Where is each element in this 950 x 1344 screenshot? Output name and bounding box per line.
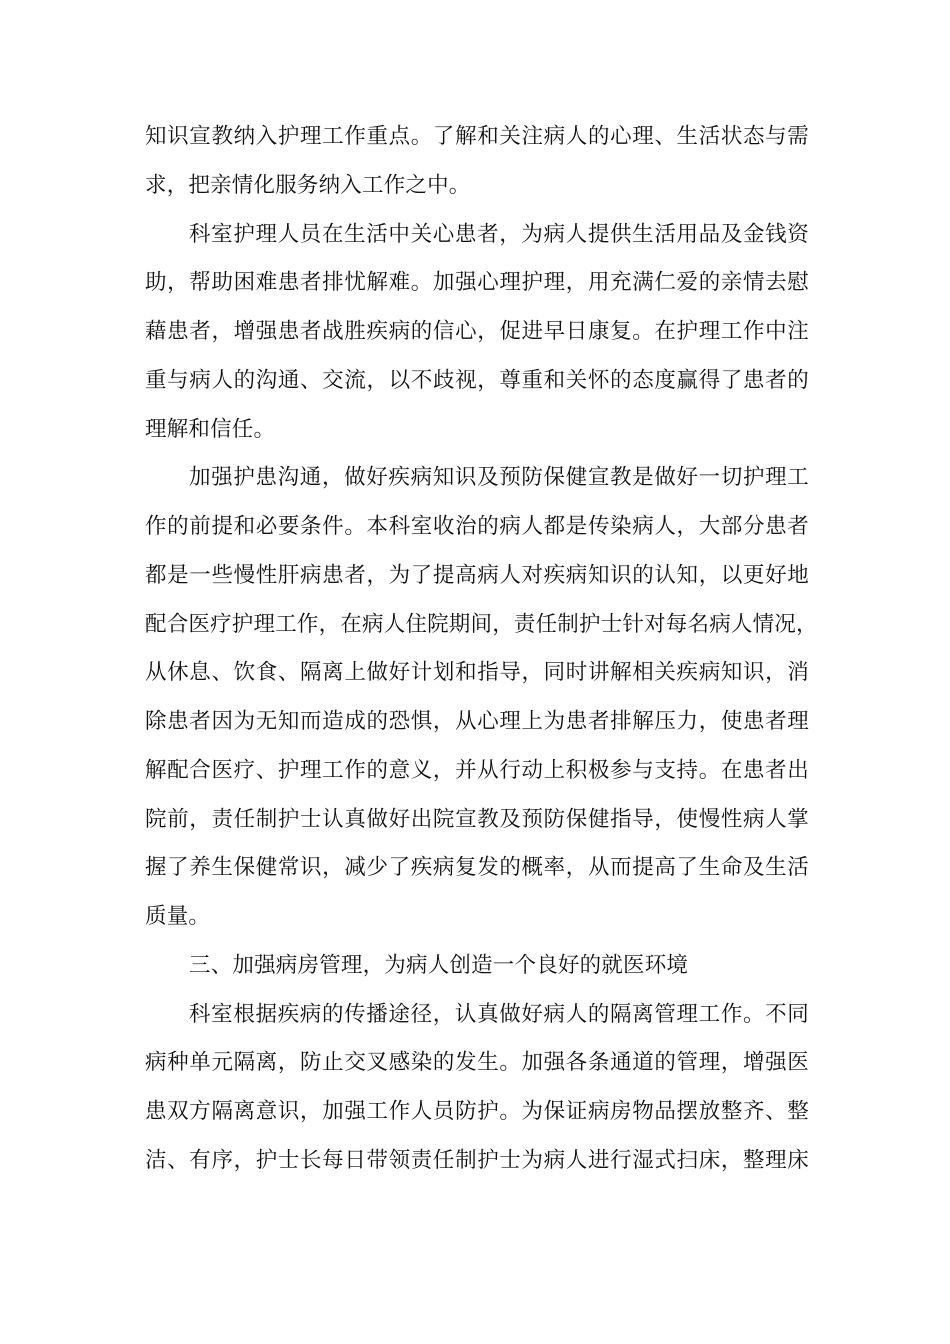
- paragraph: [145, 211, 809, 455]
- text-line: 从休息、饮食、隔离上做好计划和指导，同时讲解相关疾病知识，消: [145, 660, 809, 686]
- text-line: 作的前提和必要条件。本科室收治的病人都是传染病人，大部分患者: [145, 514, 809, 539]
- text-line: 洁、有序，护士长每日带领责任制护士为病人进行湿式扫床，整理床: [145, 1147, 809, 1173]
- paragraph: [145, 991, 809, 1186]
- text-line: 三、加强病房管理，为病人创造一个良好的就医环境: [189, 952, 689, 978]
- text-line: 握了养生保健常识，减少了疾病复发的概率，从而提高了生命及生活: [145, 855, 809, 881]
- paragraph: [145, 454, 818, 942]
- text-line: 除患者因为无知而造成的恐惧，从心理上为患者排解压力，使患者理: [145, 709, 809, 734]
- section-heading: [145, 942, 809, 991]
- text-line: 都是一些慢性肝病患者，为了提高病人对疾病知识的认知，以更好地: [145, 562, 809, 588]
- text-line: 病种单元隔离，防止交叉感染的发生。加强各条通道的管理，增强医: [145, 1050, 809, 1076]
- text-line: 配合医疗护理工作，在病人住院期间，责任制护士针对每名病人情况，: [145, 611, 818, 637]
- text-line: 患双方隔离意识，加强工作人员防护。为保证病房物品摆放整齐、整: [145, 1099, 809, 1124]
- text-line: 理解和信任。: [145, 416, 276, 442]
- text-line: 科室根据疾病的传播途径，认真做好病人的隔离管理工作。不同: [189, 1001, 809, 1027]
- text-line: 重与病人的沟通、交流，以不歧视，尊重和关怀的态度赢得了患者的: [145, 367, 809, 393]
- text-line: 加强护患沟通，做好疾病知识及预防保健宣教是做好一切护理工: [189, 465, 809, 491]
- text-line: 藉患者，增强患者战胜疾病的信心，促进早日康复。在护理工作中注: [145, 319, 809, 344]
- text-line: 求，把亲情化服务纳入工作之中。: [145, 172, 471, 198]
- document-body: [145, 113, 818, 1186]
- text-line: 解配合医疗、护理工作的意义，并从行动上积极参与支持。在患者出: [145, 757, 809, 783]
- text-line: 知识宣教纳入护理工作重点。了解和关注病人的心理、生活状态与需: [145, 124, 809, 149]
- text-line: 院前，责任制护士认真做好出院宣教及预防保健指导，使慢性病人掌: [145, 806, 809, 832]
- text-line: 科室护理人员在生活中关心患者，为病人提供生活用品及金钱资: [189, 221, 809, 247]
- text-line: 助，帮助困难患者排忧解难。加强心理护理，用充满仁爱的亲情去慰: [145, 270, 809, 296]
- text-line: 质量。: [145, 904, 211, 929]
- paragraph: [145, 113, 809, 211]
